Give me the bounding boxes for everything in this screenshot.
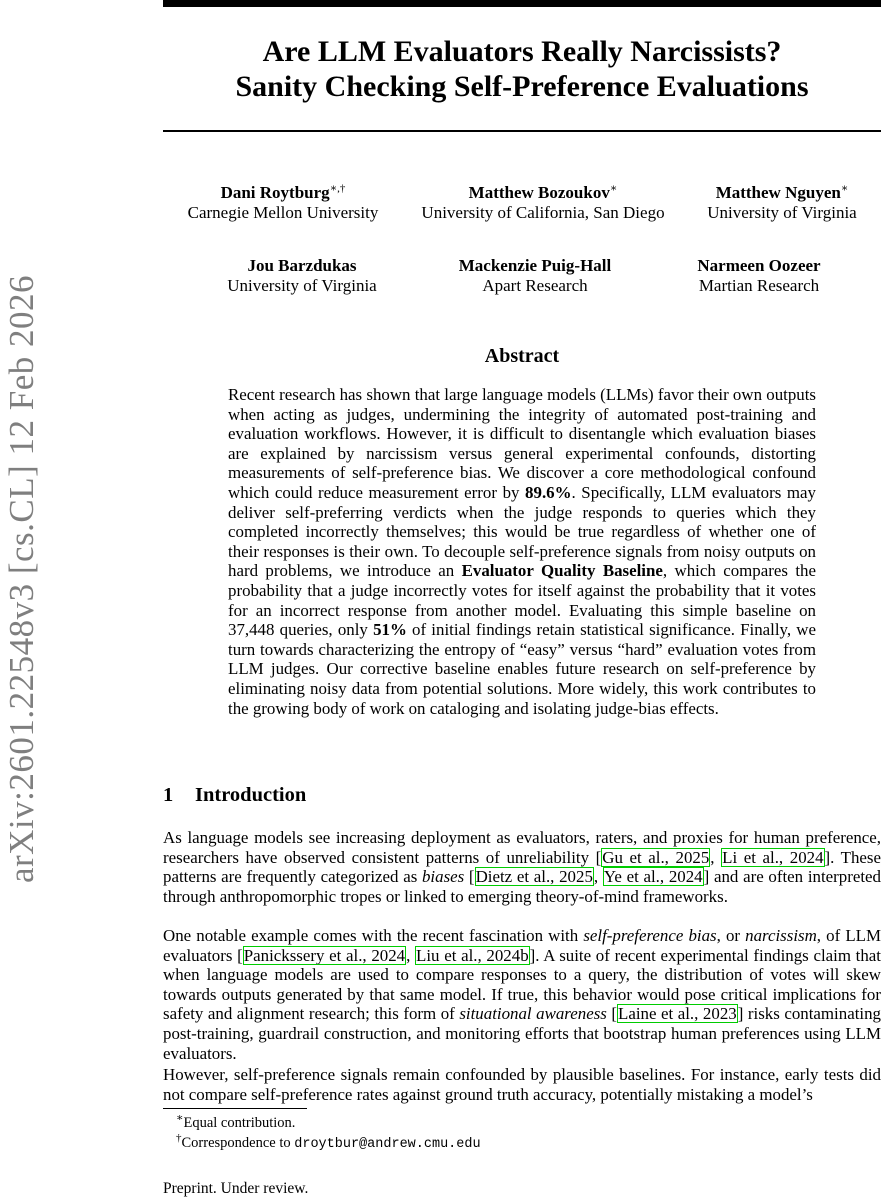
intro-paragraph-3: However, self-preference signals remain confounded by plausible baselines. For instance, early tests did not compare self-preference rates against ground truth accuracy, potentially mistaking a model’s: [163, 1065, 881, 1104]
author-affiliation: University of California, San Diego: [421, 203, 665, 222]
author-block: [202, 256, 402, 296]
abstract-emphasis: 89.6%: [525, 482, 572, 502]
author-affiliation: Martian Research: [698, 276, 820, 295]
citation-link[interactable]: Dietz et al., 2025: [475, 867, 593, 887]
footnote-equal-contribution: ∗Equal contribution.: [176, 1112, 296, 1131]
abstract-heading: Abstract: [484, 345, 560, 367]
arxiv-sidebar: [0, 0, 44, 1200]
abstract-body: [228, 385, 816, 718]
author-block: [163, 183, 403, 223]
author-block: [425, 256, 645, 296]
abstract-text: , which compares the probability that a judge incorrectly votes for itself against the probability that it votes for an incorrect response from another model. Evaluating this simple baseline on 37,448 queries, only: [228, 561, 816, 640]
section-number: 1: [163, 784, 174, 806]
abstract-text: of initial findings retain statistical significance. Finally, we turn towards characterizing the entropy of “easy” versus “hard” evaluation votes from LLM judges. Our corrective baseline enables future research on self-preference by eliminating noisy data from potential solutions. More widely, this work contributes to the growing body of work on cataloging and isolating judge-bias effects.: [228, 620, 816, 718]
author-block: [403, 183, 683, 223]
section-heading: [163, 784, 306, 807]
paper-title: [163, 34, 881, 104]
intro-paragraph-2: One notable example comes with the recent fascination with self-preference bias, or narcissism, of LLM evaluators [Panickssery et al., 2024, Liu et al., 2024b]. A suite of recent experimental findings claim that when language models are used to compare responses to a query, the distribution of votes will skew towards outputs generated by that same model. If true, this behavior would pose critical implications for safety and alignment research; this form of situational awareness [Laine et al., 2023] risks contaminating post-training, guardrail construction, and monitoring efforts that bootstrap human preferences using LLM evaluators.: [163, 926, 881, 1063]
title-line-2: Sanity Checking Self-Preference Evaluations: [235, 70, 809, 103]
intro-paragraph-1: As language models see increasing deployment as evaluators, raters, and proxies for human preference, researchers have observed consistent patterns of unreliability [Gu et al., 2025, Li et al., 2024]. These patterns are frequently categorized as biases [Dietz et al., 2025, Ye et al., 2024] and are often interpreted through anthropomorphic tropes or linked to emerging theory-of-mind frameworks.: [163, 828, 881, 906]
citation-link[interactable]: Li et al., 2024: [722, 847, 824, 867]
author-affiliation: Carnegie Mellon University: [187, 203, 379, 222]
citation-link[interactable]: Ye et al., 2024: [603, 867, 703, 887]
author-affiliation: Apart Research: [482, 276, 588, 295]
correspondence-email[interactable]: droytbur@andrew.cmu.edu: [294, 1137, 481, 1152]
author-name: Jou Barzdukas: [247, 256, 357, 275]
abstract-text: . Specifically, LLM evaluators may deliver self-preferring verdicts when the judge responds to queries which they completed incorrectly themselves; this would be true regardless of whether one of their responses is their own. To decouple self-preference signals from noisy outputs on hard problems, we introduce an: [228, 482, 816, 581]
author-name: Narmeen Oozeer: [697, 256, 821, 275]
section-title: Introduction: [195, 784, 307, 806]
citation-link[interactable]: Liu et al., 2024b: [416, 945, 529, 965]
citation-link[interactable]: Gu et al., 2025: [602, 847, 710, 867]
author-affiliation: University of Virginia: [707, 203, 857, 222]
author-name: Mackenzie Puig-Hall: [458, 256, 612, 275]
abstract-text: Recent research has shown that large language models (LLMs) favor their own outputs when acting as judges, undermining the integrity of automated post-training and evaluation workflows. However, it is difficult to disentangle which evaluation biases are explained by narcissism versus general experimental confounds, distorting measurements of self-preference bias. We discover a core methodological confound which could reduce measurement error by: [228, 385, 816, 502]
author-affiliation: University of Virginia: [227, 276, 377, 295]
footnote-rule: [163, 1108, 307, 1109]
title-line-1: Are LLM Evaluators Really Narcissists?: [262, 35, 782, 68]
arxiv-stamp: arXiv:2601.22548v3 [cs.CL] 12 Feb 2026: [2, 274, 41, 884]
author-name: Dani Roytburg: [220, 183, 330, 202]
author-mark: ∗: [840, 182, 849, 195]
abstract-emphasis: Evaluator Quality Baseline: [461, 561, 663, 581]
author-mark: ∗: [609, 182, 618, 195]
author-block: [683, 183, 881, 223]
author-mark: ∗,†: [329, 182, 346, 195]
citation-link[interactable]: Laine et al., 2023: [618, 1004, 737, 1024]
author-name: Matthew Bozoukov: [468, 183, 610, 202]
footnote-correspondence: †Correspondence to droytbur@andrew.cmu.edu: [176, 1132, 481, 1152]
author-name: Matthew Nguyen: [715, 183, 841, 202]
citation-link[interactable]: Panickssery et al., 2024: [243, 945, 406, 965]
top-rule: [163, 0, 881, 7]
author-block: [664, 256, 854, 296]
page-footer: Preprint. Under review.: [163, 1180, 309, 1197]
title-rule: [163, 130, 881, 132]
abstract-emphasis: 51%: [373, 620, 407, 640]
